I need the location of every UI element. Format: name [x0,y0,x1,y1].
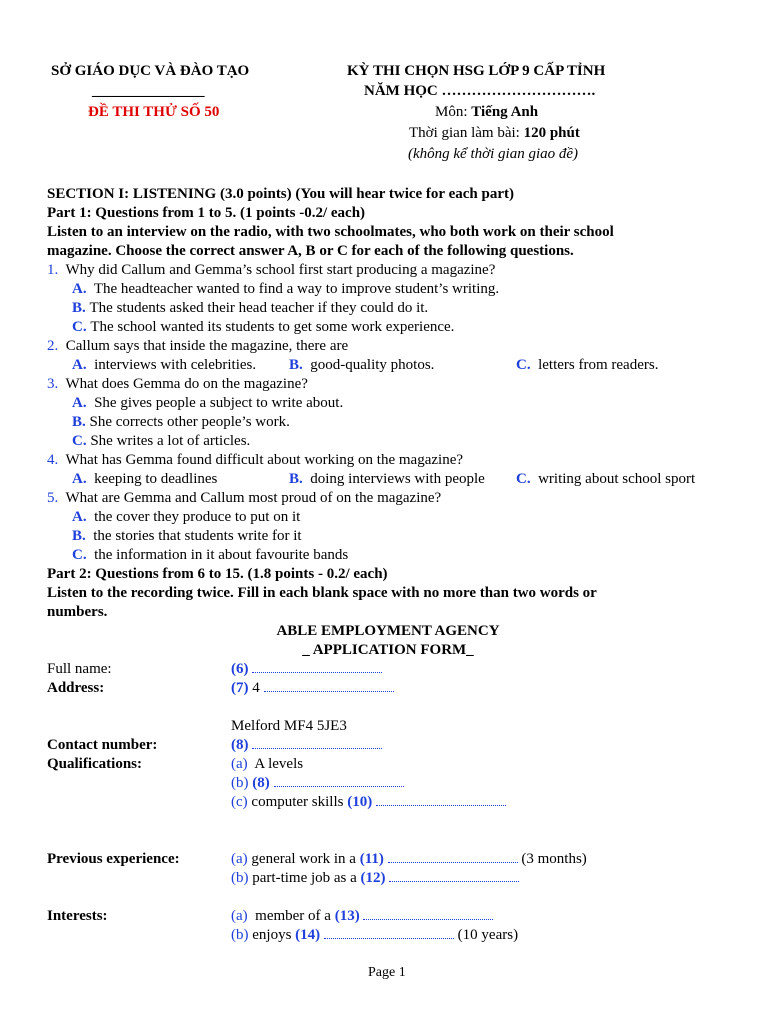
qualification-a [231,755,303,774]
option-letter: B. [72,414,86,430]
option-text: She corrects other people’s work. [89,414,290,430]
option-letter: C. [72,547,87,563]
blank-number: (7) [231,680,249,696]
blank-number: (8) [252,775,270,791]
question-2 [47,337,348,356]
option-text: the stories that students write for it [93,528,302,544]
question-1 [47,261,495,280]
item-suffix: (10 years) [457,927,519,943]
full-name-label: Full name: [47,661,112,677]
contact-field [231,736,382,755]
subject-line [435,103,538,122]
part1-instruction-2: magazine. Choose the correct answer A, B or C for each of the following questions. [47,243,574,259]
item-marker: (c) [231,794,248,810]
option-text: keeping to deadlines [94,471,218,487]
option-5c [72,546,348,565]
blank-number: (6) [231,661,249,677]
blank-number: (10) [347,794,373,810]
option-letter: A. [72,357,87,373]
subject-label: Môn: [435,104,472,120]
blank-10[interactable] [376,794,506,806]
option-4a [72,470,217,489]
question-text: What has Gemma found difficult about working on the magazine? [65,452,464,468]
blank-7[interactable] [264,680,394,692]
option-5a [72,508,300,527]
question-4 [47,451,463,470]
option-text: the information in it about favourite bands [94,547,349,563]
item-suffix: (3 months) [521,851,587,867]
exam-title: KỲ THI CHỌN HSG LỚP 9 CẤP TỈNH [347,63,606,79]
agency-name: ABLE EMPLOYMENT AGENCY [276,623,500,639]
part2-instruction-1: Listen to the recording twice. Fill in each blank space with no more than two words or [47,585,597,601]
interest-b [231,926,518,945]
page-number: Page 1 [368,965,406,980]
form-title: _ APPLICATION FORM_ [302,642,474,658]
part1-title: Part 1: Questions from 1 to 5. (1 points -0.2/ each) [47,205,366,221]
blank-11[interactable] [388,851,518,863]
option-letter: A. [72,471,87,487]
question-number: 1. [47,262,59,278]
subject-value: Tiếng Anh [471,104,539,120]
blank-12[interactable] [389,870,519,882]
item-marker: (b) [231,870,249,886]
department-title: SỞ GIÁO DỤC VÀ ĐÀO TẠO [51,63,250,79]
option-letter: B. [289,471,303,487]
option-letter: B. [289,357,303,373]
question-5 [47,489,441,508]
experience-b [231,869,519,888]
qualification-c [231,793,506,812]
time-note: (không kể thời gian giao đề) [408,146,579,162]
option-text: interviews with celebrities. [94,357,257,373]
option-3c [72,432,250,451]
blank-number: (13) [334,908,360,924]
blank-number: (11) [359,851,384,867]
option-letter: A. [72,509,87,525]
blank-6[interactable] [252,661,382,673]
address-prefix: 4 [252,680,260,696]
question-text: Why did Callum and Gemma’s school first start producing a magazine? [65,262,496,278]
blank-14[interactable] [324,927,454,939]
item-text: enjoys [252,927,292,943]
option-text: the cover they produce to put on it [94,509,301,525]
full-name-field [231,660,382,679]
header-rule: _______________ [92,83,205,99]
blank-number: (12) [360,870,386,886]
option-4b [289,470,485,489]
experience-label: Previous experience: [47,851,180,867]
option-4c [516,470,695,489]
option-3b [72,413,290,432]
exam-number: ĐỀ THI THỬ SỐ 50 [88,104,220,120]
question-text: What are Gemma and Callum most proud of on the magazine? [65,490,442,506]
option-letter: A. [72,281,87,297]
question-number: 3. [47,376,59,392]
option-text: She writes a lot of articles. [90,433,251,449]
item-text: member of a [255,908,331,924]
item-marker: (b) [231,927,249,943]
question-number: 5. [47,490,59,506]
option-letter: C. [516,357,531,373]
option-text: doing interviews with people [310,471,485,487]
item-marker: (a) [231,908,248,924]
blank-number: (8) [231,737,249,753]
part2-title: Part 2: Questions from 6 to 15. (1.8 points - 0.2/ each) [47,566,388,582]
option-letter: B. [72,300,86,316]
address-field [231,679,394,698]
blank-8-qualification[interactable] [274,775,404,787]
blank-8-contact[interactable] [252,737,382,749]
option-letter: C. [72,319,87,335]
part2-instruction-2: numbers. [47,604,108,620]
qualification-b [231,774,404,793]
option-text: The school wanted its students to get some work experience. [90,319,455,335]
qualifications-label: Qualifications: [47,756,143,772]
item-marker: (a) [231,851,248,867]
option-letter: C. [516,471,531,487]
option-1c [72,318,454,337]
school-year: NĂM HỌC …………………………. [364,83,596,99]
item-text: computer skills [251,794,344,810]
option-1a [72,280,499,299]
option-text: The headteacher wanted to find a way to improve student’s writing. [93,281,500,297]
time-label: Thời gian làm bài: [409,125,524,141]
option-letter: A. [72,395,87,411]
time-value: 120 phút [523,125,580,141]
blank-number: (14) [295,927,321,943]
option-5b [72,527,302,546]
interests-label: Interests: [47,908,108,924]
option-text: writing about school sport [538,471,696,487]
question-3 [47,375,308,394]
option-letter: C. [72,433,87,449]
option-2a [72,356,256,375]
section-title: SECTION I: LISTENING (3.0 points) (You will hear twice for each part) [47,186,514,202]
item-text: general work in a [251,851,356,867]
contact-label: Contact number: [47,737,158,753]
item-text: part-time job as a [252,870,357,886]
option-text: She gives people a subject to write about. [94,395,344,411]
option-3a [72,394,343,413]
interest-a [231,907,493,926]
blank-13[interactable] [363,908,493,920]
part1-instruction-1: Listen to an interview on the radio, with two schoolmates, who both work on their school [47,224,614,240]
option-2b [289,356,434,375]
item-marker: (b) [231,775,249,791]
question-number: 4. [47,452,59,468]
question-number: 2. [47,338,59,354]
option-text: good-quality photos. [310,357,435,373]
question-text: Callum says that inside the magazine, there are [65,338,349,354]
option-2c [516,356,658,375]
address-label: Address: [47,680,105,696]
option-text: letters from readers. [538,357,659,373]
experience-a [231,850,587,869]
option-letter: B. [72,528,86,544]
option-1b [72,299,428,318]
item-marker: (a) [231,756,248,772]
address-line-2: Melford MF4 5JE3 [231,718,347,734]
question-text: What does Gemma do on the magazine? [65,376,308,392]
time-line [409,124,580,143]
item-text: A levels [254,756,304,772]
option-text: The students asked their head teacher if they could do it. [89,300,429,316]
